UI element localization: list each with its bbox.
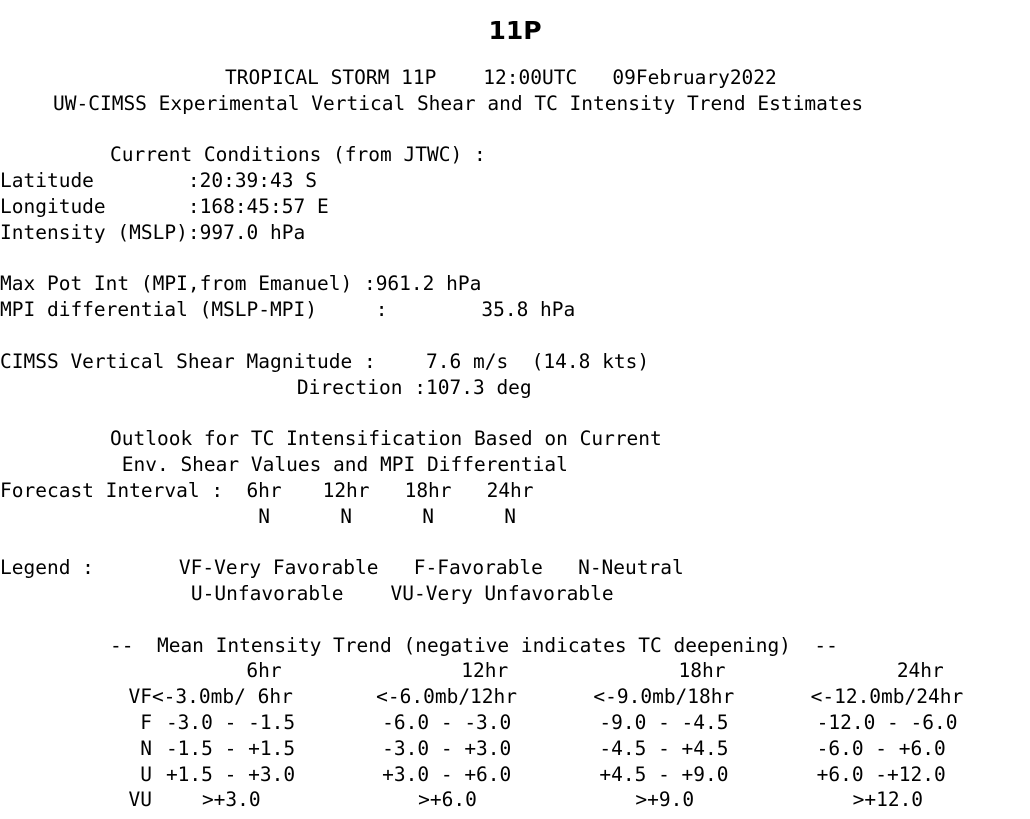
legend [0, 555, 684, 607]
spacer [0, 400, 1030, 426]
table-row [0, 504, 551, 530]
mean-intensity-trend-heading: -- Mean Intensity Trend (negative indicates TC deepening) -- [110, 633, 838, 657]
cell-n-6hr: -1.5 - +1.5 [165, 736, 296, 760]
forecast-interval-18hr: 18hr [404, 478, 452, 502]
cell-vf-24hr: <-12.0mb/24hr [810, 685, 964, 709]
cell-vu-6hr: >+3.0 [201, 788, 261, 812]
table-row [0, 271, 575, 297]
row-label-n: N [140, 736, 152, 760]
row-value: 168:45:57 E [199, 194, 329, 218]
row-colon: : [187, 169, 200, 193]
row-label-vf: VF [128, 685, 152, 709]
outlook-line-1: Outlook for TC Intensification Based on Current [110, 427, 662, 451]
page-title: 11P [488, 16, 542, 45]
table-row [0, 194, 329, 220]
table-row [0, 478, 551, 504]
report-header-line-2: UW-CIMSS Experimental Vertical Shear and TC Intensity Trend Estimates [53, 91, 864, 115]
row-value-kts: (14.8 kts) [531, 349, 650, 373]
cell-vf-12hr: <-6.0mb/12hr [376, 685, 518, 709]
mean-intensity-trend-table [110, 658, 1030, 813]
legend-spacer [0, 581, 94, 607]
forecast-interval-24hr: 24hr [486, 478, 534, 502]
table-row [0, 581, 684, 607]
cell-u-18hr: +4.5 - +9.0 [599, 762, 729, 786]
forecast-interval-label: Forecast Interval : [0, 478, 224, 502]
cell-vu-18hr: >+9.0 [635, 788, 695, 812]
row-label: Longitude [0, 194, 106, 218]
row-colon: : [187, 220, 200, 244]
row-colon: : [375, 298, 388, 322]
column-header-18hr: 18hr [678, 659, 726, 683]
cell-f-24hr: -12.0 - -6.0 [816, 710, 958, 734]
column-header-blank [110, 658, 152, 684]
row-label-vu: VU [128, 788, 152, 812]
table-row [110, 787, 1030, 813]
row-colon: : [187, 194, 200, 218]
legend-line-2: U-Unfavorable VU-Very Unfavorable [190, 581, 614, 605]
forecast-value-24hr: N [504, 504, 516, 528]
row-label: Direction : [296, 375, 426, 399]
cell-n-24hr: -6.0 - +6.0 [816, 736, 946, 760]
row-label-f: F [140, 710, 152, 734]
spacer [0, 607, 1030, 633]
table-header-row [110, 658, 1030, 684]
table-row [0, 555, 684, 581]
forecast-interval-table [0, 478, 551, 530]
row-value: 35.8 hPa [481, 298, 576, 322]
table-row [110, 684, 1030, 710]
row-label: CIMSS Vertical Shear Magnitude : [0, 349, 376, 373]
forecast-value-18hr: N [422, 504, 434, 528]
row-value: 7.6 m/s [426, 349, 509, 373]
row-label: Max Pot Int (MPI,from Emanuel) : [0, 272, 376, 296]
forecast-values-spacer [0, 504, 223, 530]
cell-vf-6hr: <-3.0mb/ 6hr [151, 685, 293, 709]
spacer [0, 529, 1030, 555]
row-label: Intensity (MSLP) [0, 220, 188, 244]
legend-line-1: VF-Very Favorable F-Favorable N-Neutral [178, 556, 684, 580]
outlook-line-2: Env. Shear Values and MPI Differential [110, 452, 568, 476]
mpi-table [0, 271, 575, 323]
row-value: 107.3 deg [426, 375, 532, 399]
cell-u-12hr: +3.0 - +6.0 [382, 762, 512, 786]
cell-f-12hr: -6.0 - -3.0 [382, 710, 512, 734]
cell-vu-24hr: >+12.0 [852, 788, 924, 812]
table-row [110, 710, 1030, 736]
cell-u-6hr: +1.5 - +3.0 [165, 762, 296, 786]
spacer [0, 117, 1030, 143]
shear-table [0, 349, 649, 401]
table-row [110, 736, 1030, 762]
report-header-line-1: TROPICAL STORM 11P 12:00UTC 09February2022 [225, 66, 777, 89]
cell-n-12hr: -3.0 - +3.0 [382, 736, 512, 760]
row-label-u: U [140, 762, 152, 786]
forecast-interval-12hr: 12hr [322, 478, 370, 502]
table-row [0, 220, 329, 246]
table-row [0, 375, 649, 401]
spacer [0, 323, 1030, 349]
row-value: 20:39:43 S [199, 169, 317, 193]
row-label: Latitude [0, 169, 94, 193]
forecast-value-6hr: N [258, 504, 270, 528]
row-value: 997.0 hPa [199, 220, 306, 244]
current-conditions-table [0, 168, 329, 245]
forecast-interval-6hr: 6hr [246, 478, 282, 502]
cell-n-18hr: -4.5 - +4.5 [599, 736, 729, 760]
column-header-12hr: 12hr [461, 659, 509, 683]
spacer [0, 246, 1030, 272]
forecast-value-12hr: N [340, 504, 352, 528]
column-header-24hr: 24hr [896, 659, 944, 683]
table-row [0, 297, 575, 323]
cell-vu-12hr: >+6.0 [418, 788, 477, 812]
table-row [0, 168, 329, 194]
column-header-6hr: 6hr [246, 659, 282, 683]
current-conditions-heading: Current Conditions (from JTWC) : [110, 143, 486, 167]
cell-f-6hr: -3.0 - -1.5 [165, 710, 296, 734]
cell-vf-18hr: <-9.0mb/18hr [593, 685, 735, 709]
cell-u-24hr: +6.0 -+12.0 [816, 762, 946, 786]
table-row [110, 762, 1030, 788]
cell-f-18hr: -9.0 - -4.5 [599, 710, 729, 734]
legend-label: Legend : [0, 556, 94, 580]
row-label: MPI differential (MSLP-MPI) [0, 298, 317, 322]
row-value: 961.2 hPa [375, 272, 482, 296]
report-page [0, 16, 1030, 819]
table-row [0, 349, 649, 375]
